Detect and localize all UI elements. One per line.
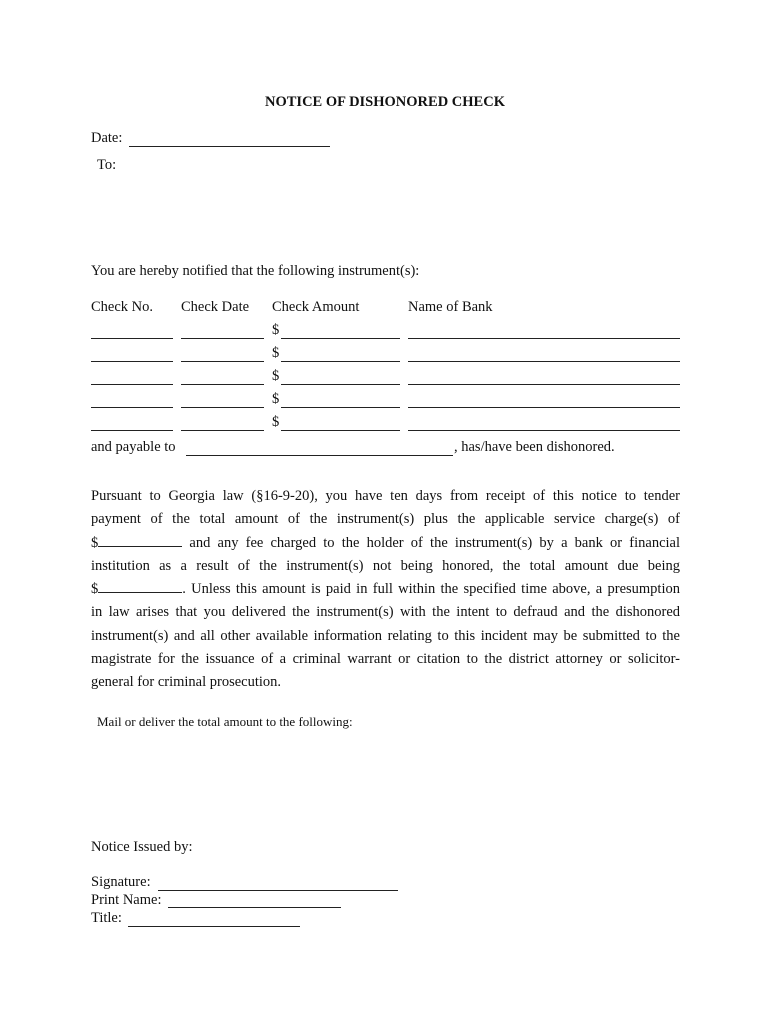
bank-name-field[interactable] <box>408 368 680 385</box>
dollar-sign: $ <box>272 322 280 338</box>
check-no-field[interactable] <box>91 391 173 408</box>
check-date-field[interactable] <box>181 322 264 339</box>
check-date-field[interactable] <box>181 368 264 385</box>
to-label: To: <box>97 157 117 173</box>
paragraph-line: magistrate for the issuance of a criminal warrant or citation to the district attorney or solicitor- <box>91 651 680 668</box>
header-check-date: Check Date <box>181 299 250 315</box>
dollar-sign: $ <box>91 581 99 598</box>
paragraph-line <box>91 532 680 555</box>
check-amount-field[interactable] <box>281 345 400 362</box>
paragraph-text: . Unless this amount is paid in full within the specified time above, a presumption <box>182 581 680 598</box>
payable-suffix: , has/have been dishonored. <box>454 439 615 455</box>
dollar-sign: $ <box>272 368 280 384</box>
dollar-sign: $ <box>272 414 280 430</box>
header-check-no: Check No. <box>91 299 154 315</box>
print-name-field[interactable] <box>168 907 341 908</box>
check-amount-field[interactable] <box>281 368 400 385</box>
notice-paragraph <box>91 485 680 695</box>
dollar-sign: $ <box>272 391 280 407</box>
check-date-field[interactable] <box>181 391 264 408</box>
paragraph-text: and any fee charged to the holder of the instrument(s) by a bank or financial <box>189 534 680 551</box>
service-charge-field[interactable] <box>98 532 182 547</box>
bank-name-field[interactable] <box>408 391 680 408</box>
total-amount-field[interactable] <box>98 578 182 593</box>
document-title: NOTICE OF DISHONORED CHECK <box>265 94 505 110</box>
paragraph-line: instrument(s) and all other available information relating to this incident may be submitted to the <box>91 627 680 644</box>
paragraph-line: Pursuant to Georgia law (§16-9-20), you have ten days from receipt of this notice to tender <box>91 488 680 504</box>
paragraph-line: in law arises that you delivered the instrument(s) with the intent to defraud and the dishonored <box>91 604 680 621</box>
paragraph-line: payment of the total amount of the instrument(s) plus the applicable service charge(s) of <box>91 511 680 528</box>
check-no-field[interactable] <box>91 368 173 385</box>
header-name-of-bank: Name of Bank <box>408 299 493 315</box>
paragraph-line: institution as a result of the instrument(s) not being honored, the total amount due being <box>91 557 680 574</box>
bank-name-field[interactable] <box>408 322 680 339</box>
check-no-field[interactable] <box>91 414 173 431</box>
paragraph-line <box>91 578 680 601</box>
payable-prefix: and payable to <box>91 439 176 455</box>
paragraph-line: general for criminal prosecution. <box>91 674 282 691</box>
notice-issued-by: Notice Issued by: <box>91 839 193 855</box>
print-name-label: Print Name: <box>91 892 162 908</box>
payee-field[interactable] <box>186 455 453 456</box>
check-amount-field[interactable] <box>281 322 400 339</box>
check-amount-field[interactable] <box>281 391 400 408</box>
check-date-field[interactable] <box>181 345 264 362</box>
check-no-field[interactable] <box>91 322 173 339</box>
dollar-sign: $ <box>91 534 99 551</box>
title-label: Title: <box>91 910 122 926</box>
check-date-field[interactable] <box>181 414 264 431</box>
mail-instruction: Mail or deliver the total amount to the following: <box>97 714 353 729</box>
date-field[interactable] <box>129 146 330 147</box>
dollar-sign: $ <box>272 345 280 361</box>
signature-label: Signature: <box>91 874 151 890</box>
bank-name-field[interactable] <box>408 414 680 431</box>
title-field[interactable] <box>128 926 300 927</box>
check-amount-field[interactable] <box>281 414 400 431</box>
signature-field[interactable] <box>158 890 398 891</box>
check-no-field[interactable] <box>91 345 173 362</box>
intro-text: You are hereby notified that the following instrument(s): <box>91 263 420 279</box>
date-label: Date: <box>91 130 123 146</box>
header-check-amount: Check Amount <box>272 299 360 315</box>
bank-name-field[interactable] <box>408 345 680 362</box>
